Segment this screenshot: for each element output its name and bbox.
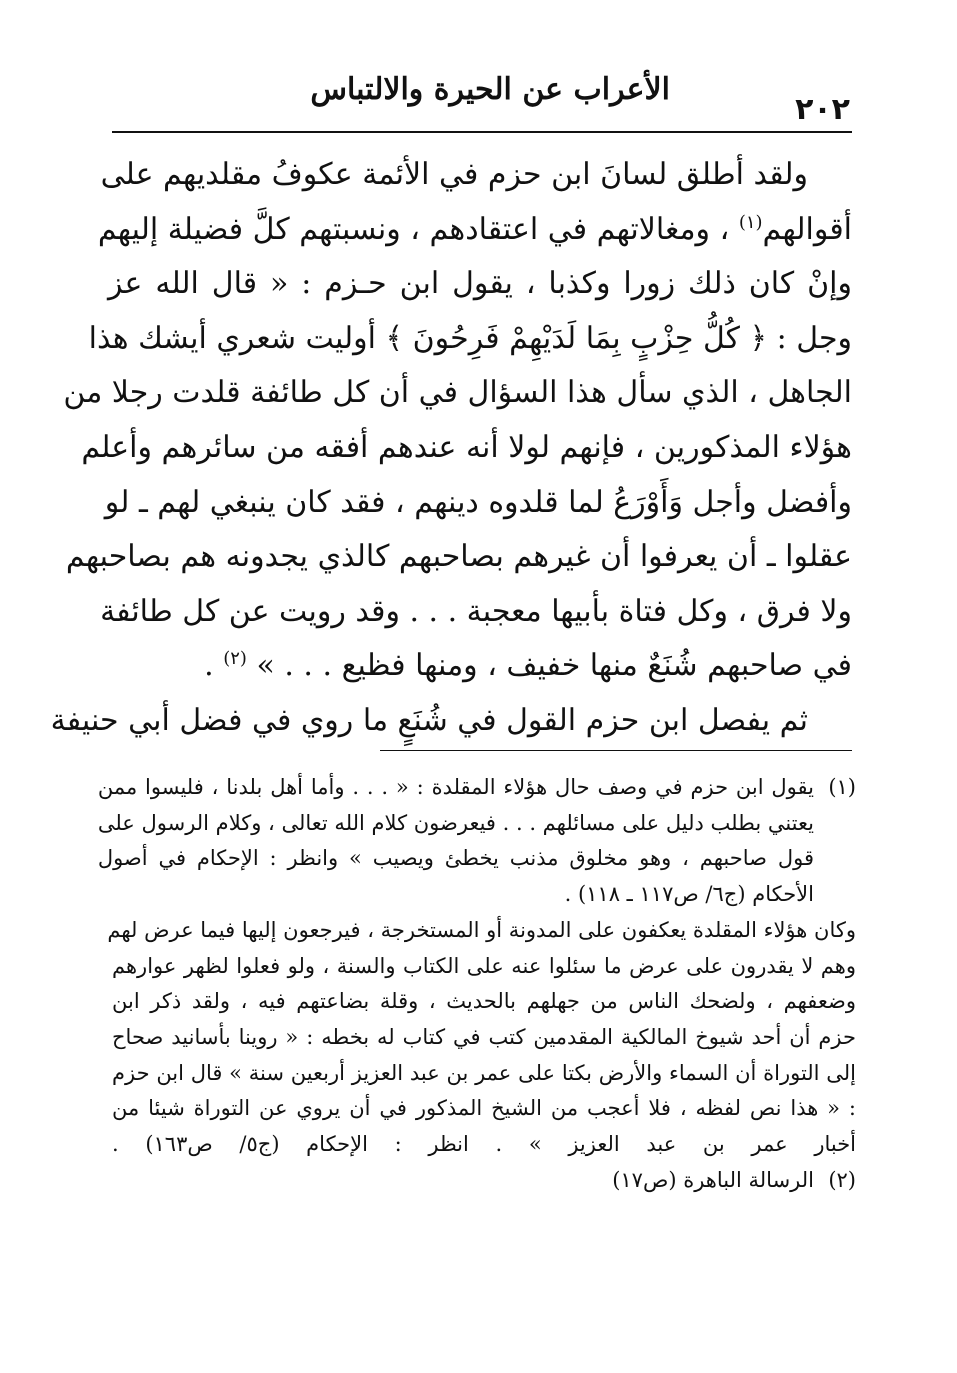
footnote-line: أخبار عمر بن عبد العزيز » . انظر : الإحكام (ج٥/ ص١٦٣) .	[112, 1132, 857, 1157]
text-line: ولقد أطلق لسانَ ابن حزم في الأئمة عكوفُ مقلديهم على	[100, 157, 808, 192]
footnote-line: : « هذا نص لفظه ، فلا أعجب من الشيخ المذكور في أن يروي عن التوراة شيئا من	[112, 1096, 856, 1121]
text-line: وأفضل وأجل وَأَوْرَعُ لما قلدوه دينهم ، فقد كان ينبغي لهم ـ لو	[104, 484, 852, 520]
page-header	[112, 66, 850, 126]
footnote-ref-1: (١)	[738, 211, 763, 233]
footnote-marker: (٢)	[828, 1167, 856, 1192]
footnote-line: وكان هؤلاء المقلدة يعكفون على المدونة أو المستخرجة ، فيرجعون إليها فيما عرض لهم	[107, 917, 856, 942]
paragraph-1	[63, 148, 852, 694]
header-rule	[112, 131, 852, 133]
footnote-body	[98, 770, 814, 913]
footnote-line: يقول ابن حزم في وصف حال هؤلاء المقلدة : « . . . وأما أهل بلدنا ، فليسوا ممن	[97, 775, 814, 799]
text-line: الجاهل ، الذي سأل هذا السؤال في أن كل طائفة قلدت رجلا من	[63, 375, 852, 411]
footnote-marker: (١)	[828, 775, 856, 799]
paragraph-2	[50, 694, 852, 749]
footnote-line: وضعفهم ، ولضحك الناس من جهلهم بالحديث ، وقلة بضاعتهم فيه ، ولقد ذكر ابن	[112, 989, 856, 1014]
text-line: ثم يفصل ابن حزم القول في شُنَعٍ ما روي في فضل أبي حنيفة	[50, 702, 808, 738]
footnote-rule	[380, 750, 852, 751]
footnotes	[97, 770, 857, 1198]
text-line: وجل : ﴿ كُلُّ حِزْبٍ بِمَا لَدَيْهِمْ فَرِحُونَ ﴾ أوليت شعري أيشك هذا	[88, 320, 852, 356]
footnote-line: الأحكام (ج٦/ ص١١٧ ـ ١١٨) .	[564, 882, 814, 907]
footnote-2	[112, 1163, 856, 1199]
footnote-line: قول صاحبهم ، وهو مخلوق مذنب يخطئ ويصيب » وانظر : الإحكام في أصول	[97, 846, 814, 871]
footnote-line: يعتني بطلب دليل على مسائلهم . . . فيعرضون كلام الله تعالى ، وكلام الرسول على	[97, 810, 814, 835]
text-line: في صاحبهم شُنَعٌ منها خفيف ، ومنها فظيع . . . » $^{(٢)}$ .	[204, 648, 852, 684]
main-text	[50, 148, 852, 749]
footnote-1-continuation	[107, 913, 857, 1163]
running-title: الأعراب عن الحيرة والالتباس	[310, 72, 670, 107]
text-line: ولا فرق ، وكل فتاة بأبيها معجبة . . . وقد رويت عن كل طائفة	[100, 593, 852, 629]
footnote-line: وهم لا يقدرون على عرض ما سئلوا عنه على الكتاب والسنة ، ولو فعلوا لظهر عوارهم	[112, 953, 856, 978]
footnote-body	[112, 1163, 814, 1199]
text-line: أقوالهم$^{(١)}$ ، ومغالاتهم في اعتقادهم ، ونسبتهم كلَّ فضيلة إليهم	[97, 211, 852, 247]
text-line: وإنْ كان ذلك زورا وكذبا ، يقول ابن حـزم : « قال الله عز	[108, 266, 852, 302]
footnote-ref-2: (٢)	[223, 648, 247, 670]
page-number: ٢٠٢	[795, 92, 850, 127]
text-line: هؤلاء المذكورين ، فإنهم لولا أنه عندهم أفقه من سائرهم وأعلم	[81, 429, 852, 465]
text-line: عقلوا ـ أن يعرفوا أن غيرهم بصاحبهم كالذي يجدونه هم بصاحبهم	[65, 539, 852, 575]
footnote-line: الرسالة الباهرة (ص١٧)	[612, 1167, 814, 1192]
footnote-line: حزم أن أحد شيوخ المالكية المقدمين كتب في كتاب له بخطه : « روينا بأسانيد صحاح	[112, 1024, 856, 1049]
footnote-line: إلى التوراة أن السماء والأرض بكتا على عمر بن عبد العزيز أربعين سنة » قال ابن حزم	[112, 1060, 856, 1085]
footnote-1	[97, 770, 856, 913]
